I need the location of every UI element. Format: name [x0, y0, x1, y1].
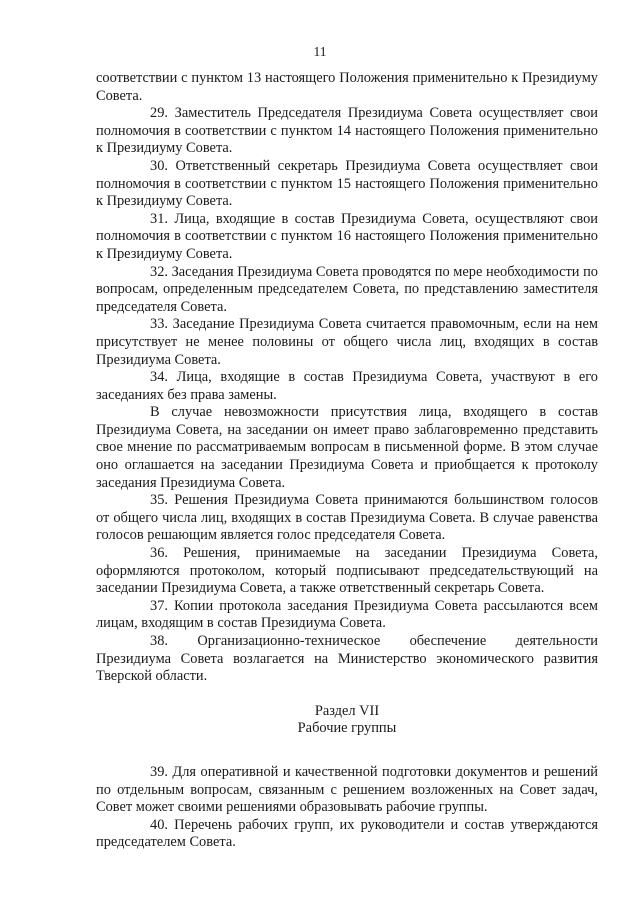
section-title: Рабочие группы — [297, 720, 397, 737]
paragraph: 31. Лица, входящие в состав Президиума Совета, осуществляют свои полномочия в соответствии с пунктом 16 настоящего Положения применительно к Президиуму Совета. — [96, 210, 598, 262]
paragraphs-after-section — [96, 764, 598, 852]
paragraph: 39. Для оперативной и качественной подготовки документов и решений по отдельным вопросам, связанным с решением возложенных на Совет задач, Совет может своими решениями образовывать рабочие группы. — [96, 763, 598, 816]
document-body — [96, 70, 598, 852]
paragraph: 40. Перечень рабочих групп, их руководители и состав утверждаются председателем Совета. — [96, 816, 598, 851]
page-number: 11 — [313, 44, 327, 59]
paragraph: 34. Лица, входящие в состав Президиума Совета, участвуют в его заседаниях без права замены. — [96, 369, 598, 403]
paragraph: соответствии с пунктом 13 настоящего Положения применительно к Президиуму Совета. — [96, 70, 598, 104]
paragraph: 38. Организационно-техническое обеспечение деятельности Президиума Совета возлагается на Министерство экономического развития Тверской области. — [96, 633, 598, 685]
paragraph: 32. Заседания Президиума Совета проводятся по мере необходимости по вопросам, определенным председателем Совета, по представлению заместителя председателя Совета. — [96, 263, 598, 315]
paragraph: 36. Решения, принимаемые на заседании Президиума Совета, оформляются протоколом, который подписывают председательствующий на заседании Президиума Совета, а также ответственный секретарь Совета. — [96, 545, 598, 597]
paragraph: 35. Решения Президиума Совета принимаются большинством голосов от общего числа лиц, входящих в состав Президиума Совета. В случае равенства голосов решающим является голос председателя Совета. — [96, 492, 598, 544]
paragraph: 33. Заседание Президиума Совета считается правомочным, если на нем присутствует не менее половины от общего числа лиц, входящих в состав Президиума Совета. — [96, 316, 598, 368]
paragraph: В случае невозможности присутствия лица, входящего в состав Президиума Совета, на заседании он имеет право заблаговременно представить свое мнение по рассматриваемым вопросам в письменной форме. В этом случае оно оглашается на заседании Президиума Совета и приобщается к протоколу заседания Президиума Совета. — [96, 404, 598, 491]
paragraphs-before-section — [96, 70, 598, 686]
section-heading: Раздел VII — [314, 702, 380, 719]
paragraph: 37. Копии протокола заседания Президиума Совета рассылаются всем лицам, входящим в состав Президиума Совета. — [96, 597, 598, 632]
paragraph: 30. Ответственный секретарь Президиума Совета осуществляет свои полномочия в соответствии с пунктом 15 настоящего Положения применительно к Президиуму Совета. — [96, 157, 598, 210]
paragraph: 29. Заместитель Председателя Президиума Совета осуществляет свои полномочия в соответствии с пунктом 14 настоящего Положения применительно к Президиуму Совета. — [96, 105, 598, 157]
